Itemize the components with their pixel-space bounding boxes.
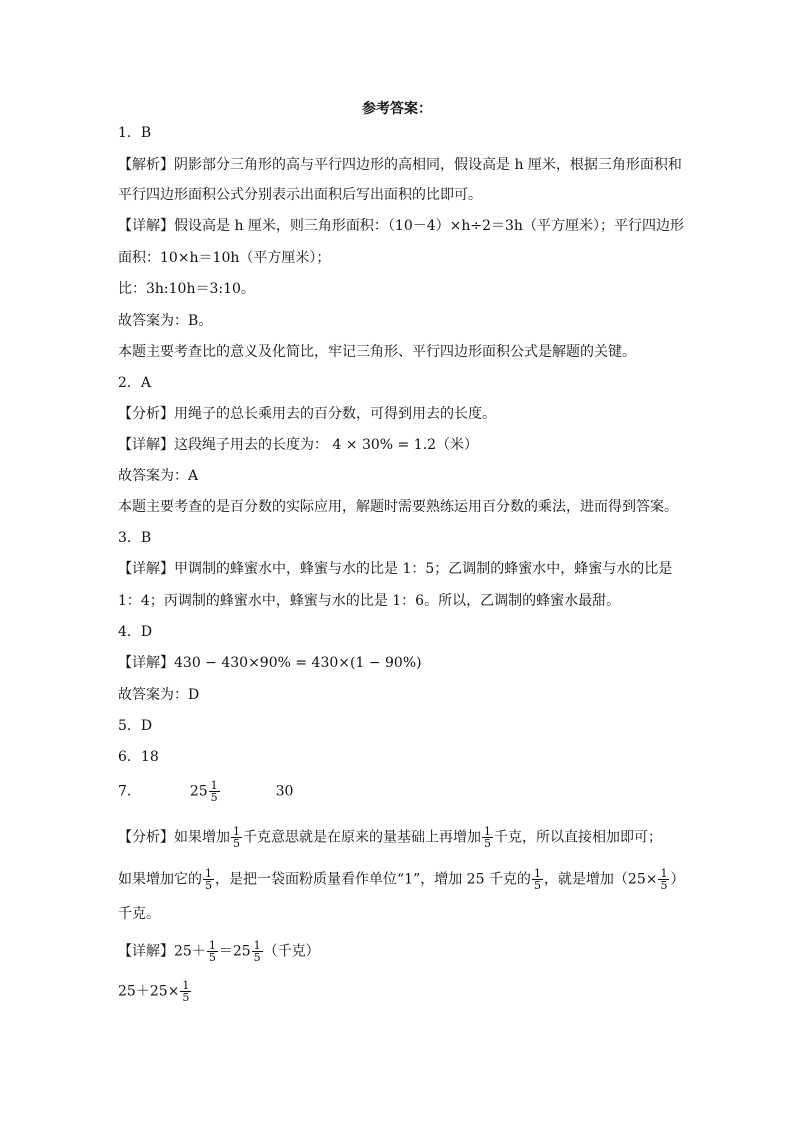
fraction: $\frac{1}{5}$: [205, 867, 212, 892]
q1-analysis-line2: 平行四边形面积公式分别表示出面积后写出面积的比即可。: [118, 187, 482, 203]
q3-detail-line1: 【详解】甲调制的蜂蜜水中，蜂蜜与水的比是 1：5；乙调制的蜂蜜水中，蜂蜜与水的比是: [118, 561, 673, 577]
fraction: $\frac{1}{5}$: [233, 825, 240, 850]
fraction: $\frac{1}{5}$: [208, 939, 216, 964]
q1-analysis-line1: 【解析】阴影部分三角形的高与平行四边形的高相同，假设高是 h 厘米，根据三角形面积和: [118, 157, 682, 173]
fraction: $\frac{1}{5}$: [660, 867, 668, 892]
fraction: $\frac{1}{5}$: [253, 939, 261, 964]
q4-answer: 故答案为：D: [118, 687, 200, 703]
q2-number: 2．A: [118, 375, 152, 391]
q7-analysis-line3: 千克。: [118, 906, 160, 922]
fraction: $\frac{1}{5}$: [533, 867, 541, 892]
q1-detail-line2: 面积：10×h＝10h（平方厘米）；: [118, 250, 331, 266]
q2-answer: 故答案为：A: [118, 468, 199, 484]
fraction: $\frac{1}{5}$: [484, 825, 491, 850]
q3-number: 3．B: [118, 530, 152, 546]
q1-note: 本题主要考查比的意义及化简比，牢记三角形、平行四边形面积公式是解题的关键。: [118, 344, 636, 360]
q1-answer: 故答案为：B。: [118, 313, 213, 329]
q2-note: 本题主要考查的是百分数的实际应用，解题时需要熟练运用百分数的乘法，进而得到答案。: [118, 499, 678, 515]
q1-ratio: 比：3h:10h＝3:10。: [118, 281, 255, 297]
q7-analysis-line1: 【分析】如果增加 $\frac{1}{5}$ 千克意思就是在原来的量基础上再增加 $\frac{1}{5}$ 千克，所以直接相加即可；: [118, 825, 662, 850]
q2-detail: 【详解】这段绳子用去的长度为： 4 × 30% = 1.2（米）: [118, 437, 478, 453]
q7-answer1-fraction: $\frac{1}{5}$: [210, 779, 218, 804]
q7-answer1-whole: 25: [189, 783, 208, 800]
q7-analysis-line2: 如果增加它的 $\frac{1}{5}$ ，是把一袋面粉质量看作单位“1”，增加 25 千克的 $\frac{1}{5}$ ，就是增加（25× $\frac{1}{5}$ ）: [118, 867, 685, 892]
q7-detail: 【详解】25＋ $\frac{1}{5}$ ＝25 $\frac{1}{5}$ （千克）: [118, 939, 320, 964]
q7-answer-line: [118, 780, 293, 803]
fraction: $\frac{1}{5}$: [182, 979, 190, 1004]
q1-number: 1．B: [118, 125, 152, 141]
page-title: 参考答案：: [362, 101, 432, 117]
q1-detail-line1: 【详解】假设高是 h 厘米，则三角形面积：（10－4）×h÷2＝3h（平方厘米）；平行四边形: [118, 218, 684, 234]
q4-number: 4．D: [118, 624, 153, 640]
q6-number: 6．18: [118, 749, 159, 765]
q7-number: 7．: [118, 783, 141, 800]
q5-number: 5．D: [118, 718, 153, 734]
q7-last-line: 25＋25× $\frac{1}{5}$: [118, 979, 190, 1004]
q4-detail: 【详解】430 − 430×90% = 430×(1 − 90%): [118, 655, 422, 671]
q7-answer2: 30: [275, 783, 294, 800]
q2-analysis: 【分析】用绳子的总长乘用去的百分数，可得到用去的长度。: [118, 406, 496, 422]
q3-detail-line2: 1：4；丙调制的蜂蜜水中，蜂蜜与水的比是 1：6。所以，乙调制的蜂蜜水最甜。: [118, 593, 621, 609]
